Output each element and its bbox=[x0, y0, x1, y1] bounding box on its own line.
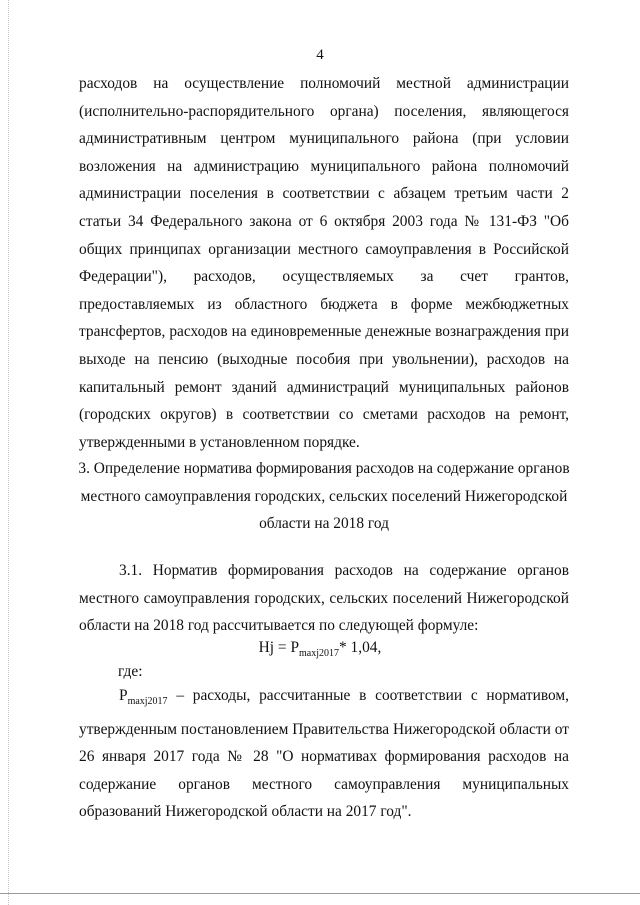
where-label: где: bbox=[118, 663, 143, 680]
formula-rhs: * 1,04, bbox=[339, 639, 382, 656]
formula bbox=[0, 636, 640, 666]
definition-subscript: maxj2017 bbox=[127, 696, 168, 708]
formula-lhs: Hj = P bbox=[258, 639, 299, 656]
scan-edge-left bbox=[8, 0, 9, 905]
paragraph-continuation: расходов на осуществление полномочий местной администрации (исполнительно-распорядительного органа) поселения, являющегося административным центром муниципального района (при условии возложения на администрацию муниципального района полномочий администрации поселения в соответствии с абзацем третьим части 2 статьи 34 Федерального закона от 6 октября 2003 года № 131-ФЗ "Об общих принципах организации местного самоуправления в Российской Федерации"), расходов, осуществляемых за счет грантов, предоставляемых из областного бюджета в форме межбюджетных трансфертов, расходов на единовременные денежные вознаграждения при выходе на пенсию (выходные пособия при увольнении), расходов на капитальный ремонт зданий администраций муниципальных районов (городских округов) в соответствии со сметами расходов на ремонт, утвержденными в установленном порядке. bbox=[79, 75, 569, 451]
formula-subscript: maxj2017 bbox=[299, 648, 339, 660]
definition-text: – расходы, рассчитанные в соответствии с нормативом, утвержденным постановлением Правительства Нижегородской области от 26 января 2017 года № 28 "О нормативах формирования расходов на содержание органов местного самоуправления муниципальных образований Нижегородской области на 2017 год". bbox=[79, 687, 569, 821]
definition-symbol: P bbox=[119, 687, 128, 704]
section-heading: 3. Определение норматива формирования расходов на содержание органов местного самоуправления городских, сельских поселений Нижегородской области на 2018 год bbox=[78, 460, 570, 533]
page-number: 4 bbox=[316, 47, 324, 63]
scan-edge-bottom bbox=[0, 893, 640, 894]
definition-paragraph bbox=[79, 682, 569, 826]
paragraph-3-1: 3.1. Норматив формирования расходов на содержание органов местного самоуправления городских, сельских поселений Нижегородской области на 2018 год рассчитывается по следующей формуле: bbox=[79, 562, 569, 635]
